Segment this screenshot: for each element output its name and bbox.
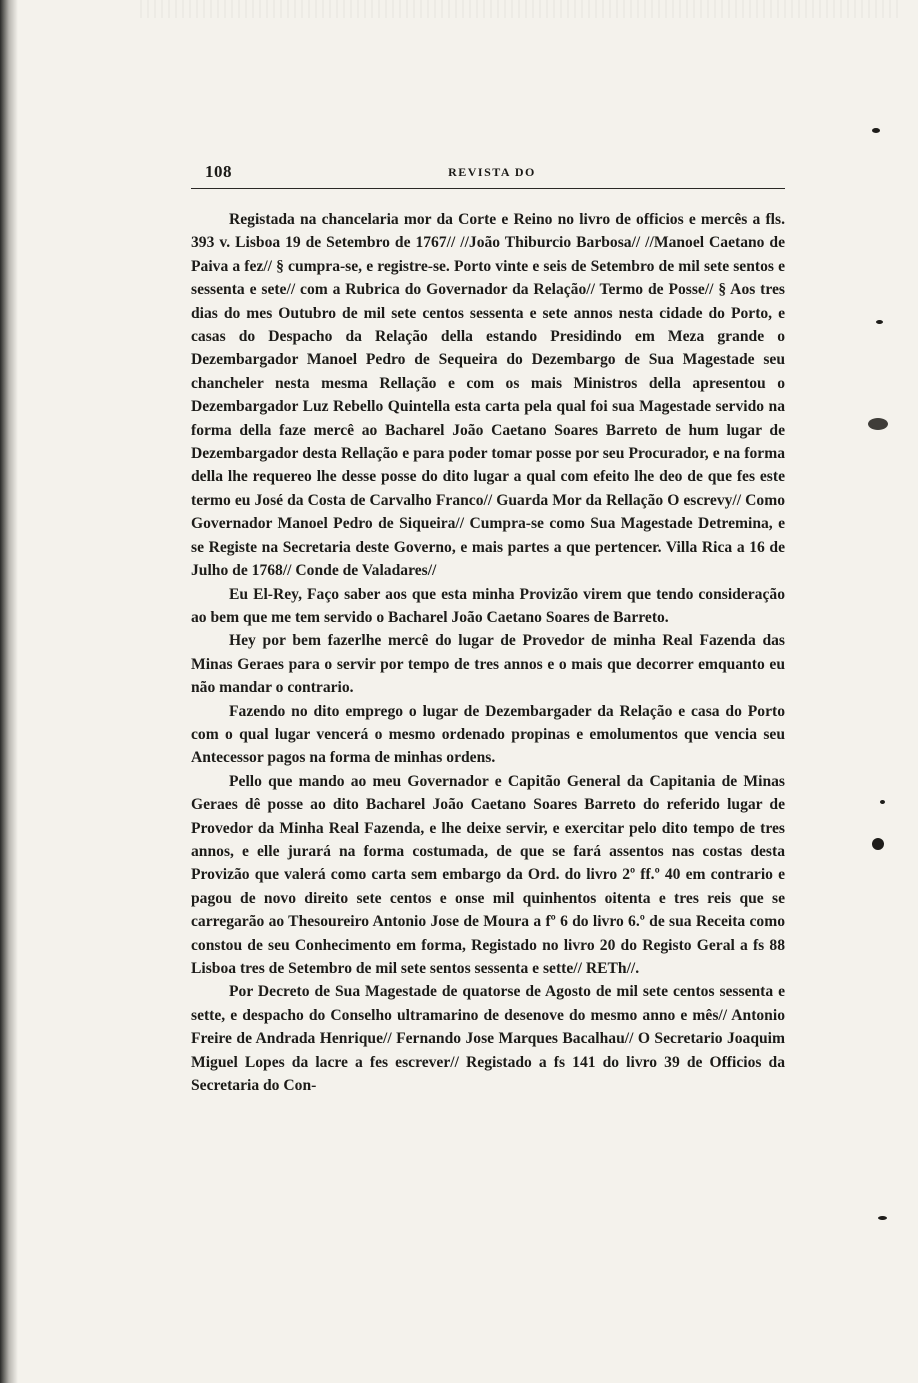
scan-speck [880,800,885,804]
scan-speck [878,1216,887,1220]
page-header [191,162,785,184]
paragraph: Fazendo no dito emprego o lugar de Dezembargader da Relação e casa do Porto com o qual lugar vencerá o mesmo ordenado propinas e emolumentos que vencia seu Antecessor pagos na forma de minhas ordens. [191,702,785,767]
paragraph: Pello que mando ao meu Governador e Capitão General da Capitania de Minas Geraes dê posse ao dito Bacharel João Caetano Soares Barreto do referido lugar de Provedor da Minha Real Fazenda, e lhe deixe servir, e exercitar pelo dito tempo de tres annos, e elle jurará na forma costumada, de que se fará assentos nas costas desta Provizão que valerá como carta sem embargo da Ord. do livro 2º ff.º 40 em contrario e pagou de novo direito sete centos e onse mil quinhentos oitenta e tres reis que se carregarão ao Thesoureiro Antonio Jose de Moura a fº 6 do livro 6.º de sua Receita como constou de seu Conhecimento em forma, Registado no livro 20 do Registo Geral a fs 88 Lisboa tres de Setembro de mil sete sentos sessenta e sette// RETh//. [191,772,785,977]
binding-shadow [0,0,18,1383]
page-number: 108 [205,162,232,181]
scan-edge-noise [140,0,900,18]
scan-speck [868,418,888,430]
scan-speck [872,838,884,850]
paragraph: Hey por bem fazerlhe mercê do lugar de Provedor de minha Real Fazenda das Minas Geraes para o servir por tempo de tres annos e o mais que decorrer emquanto eu não mandar o contrario. [191,632,785,697]
scan-speck [872,128,880,133]
scan-speck [876,320,883,324]
running-title: REVISTA DO [448,165,536,179]
paragraph: Registada na chancelaria mor da Corte e Reino no livro de officios e mercês a fls. 393 v. Lisboa 19 de Setembro de 1767// //João Thiburcio Barbosa// //Manoel Caetano de Paiva a fez// § cumpra-se, e registre-se. Porto vinte e seis de Setembro de mil sete sentos e sessenta e sete// com a Rubrica do Governador da Relação// Termo de Posse// § Aos tres dias do mes Outubro de mil sete centos sessenta e sete annos nesta cidade do Porto, e casas do Despacho da Relação della estando Presidindo em Meza grande o Dezembargador Manoel Pedro de Sequeira do Dezembargo de Sua Magestade seu chancheler nesta mesma Rellação e com os mais Ministros della apresentou o Dezembargador Luz Rebello Quintella esta carta pela qual foi sua Magestade servido na forma della faze mercê ao Bacharel João Caetano Soares Barreto de hum lugar de Dezembargador desta Rellação e para poder tomar posse por seu Procurador, e na forma della lhe requereo lhe desse posse do dito lugar a qual com efeito lhe deo de que fes este termo eu José da Costa de Carvalho Franco// Guarda Mor da Rellação O escrevy// Como Governador Manoel Pedro de Siqueira// Cumpra-se como Sua Magestade Detremina, e se Registe na Secretaria deste Governo, e mais partes a que pertencer. Villa Rica a 16 de Julho de 1768// Conde de Valadares// [191,211,785,580]
header-rule [191,188,785,189]
paragraph: Por Decreto de Sua Magestade de quatorse de Agosto de mil sete centos sessenta e sette, e despacho do Conselho ultramarino de desenove do mesmo anno e mês// Antonio Freire de Andrada Henrique// Fernando Jose Marques Bacalhau// O Secretario Joaquim Miguel Lopes da lacre a fes escrever// Registado a fs 141 do livro 39 de Officios da Secretaria do Con- [191,983,785,1095]
paragraph: Eu El-Rey, Faço saber aos que esta minha Provizão virem que tendo consideração ao bem que me tem servido o Bacharel João Caetano Soares de Barreto. [191,585,785,626]
page-body [191,208,785,1097]
